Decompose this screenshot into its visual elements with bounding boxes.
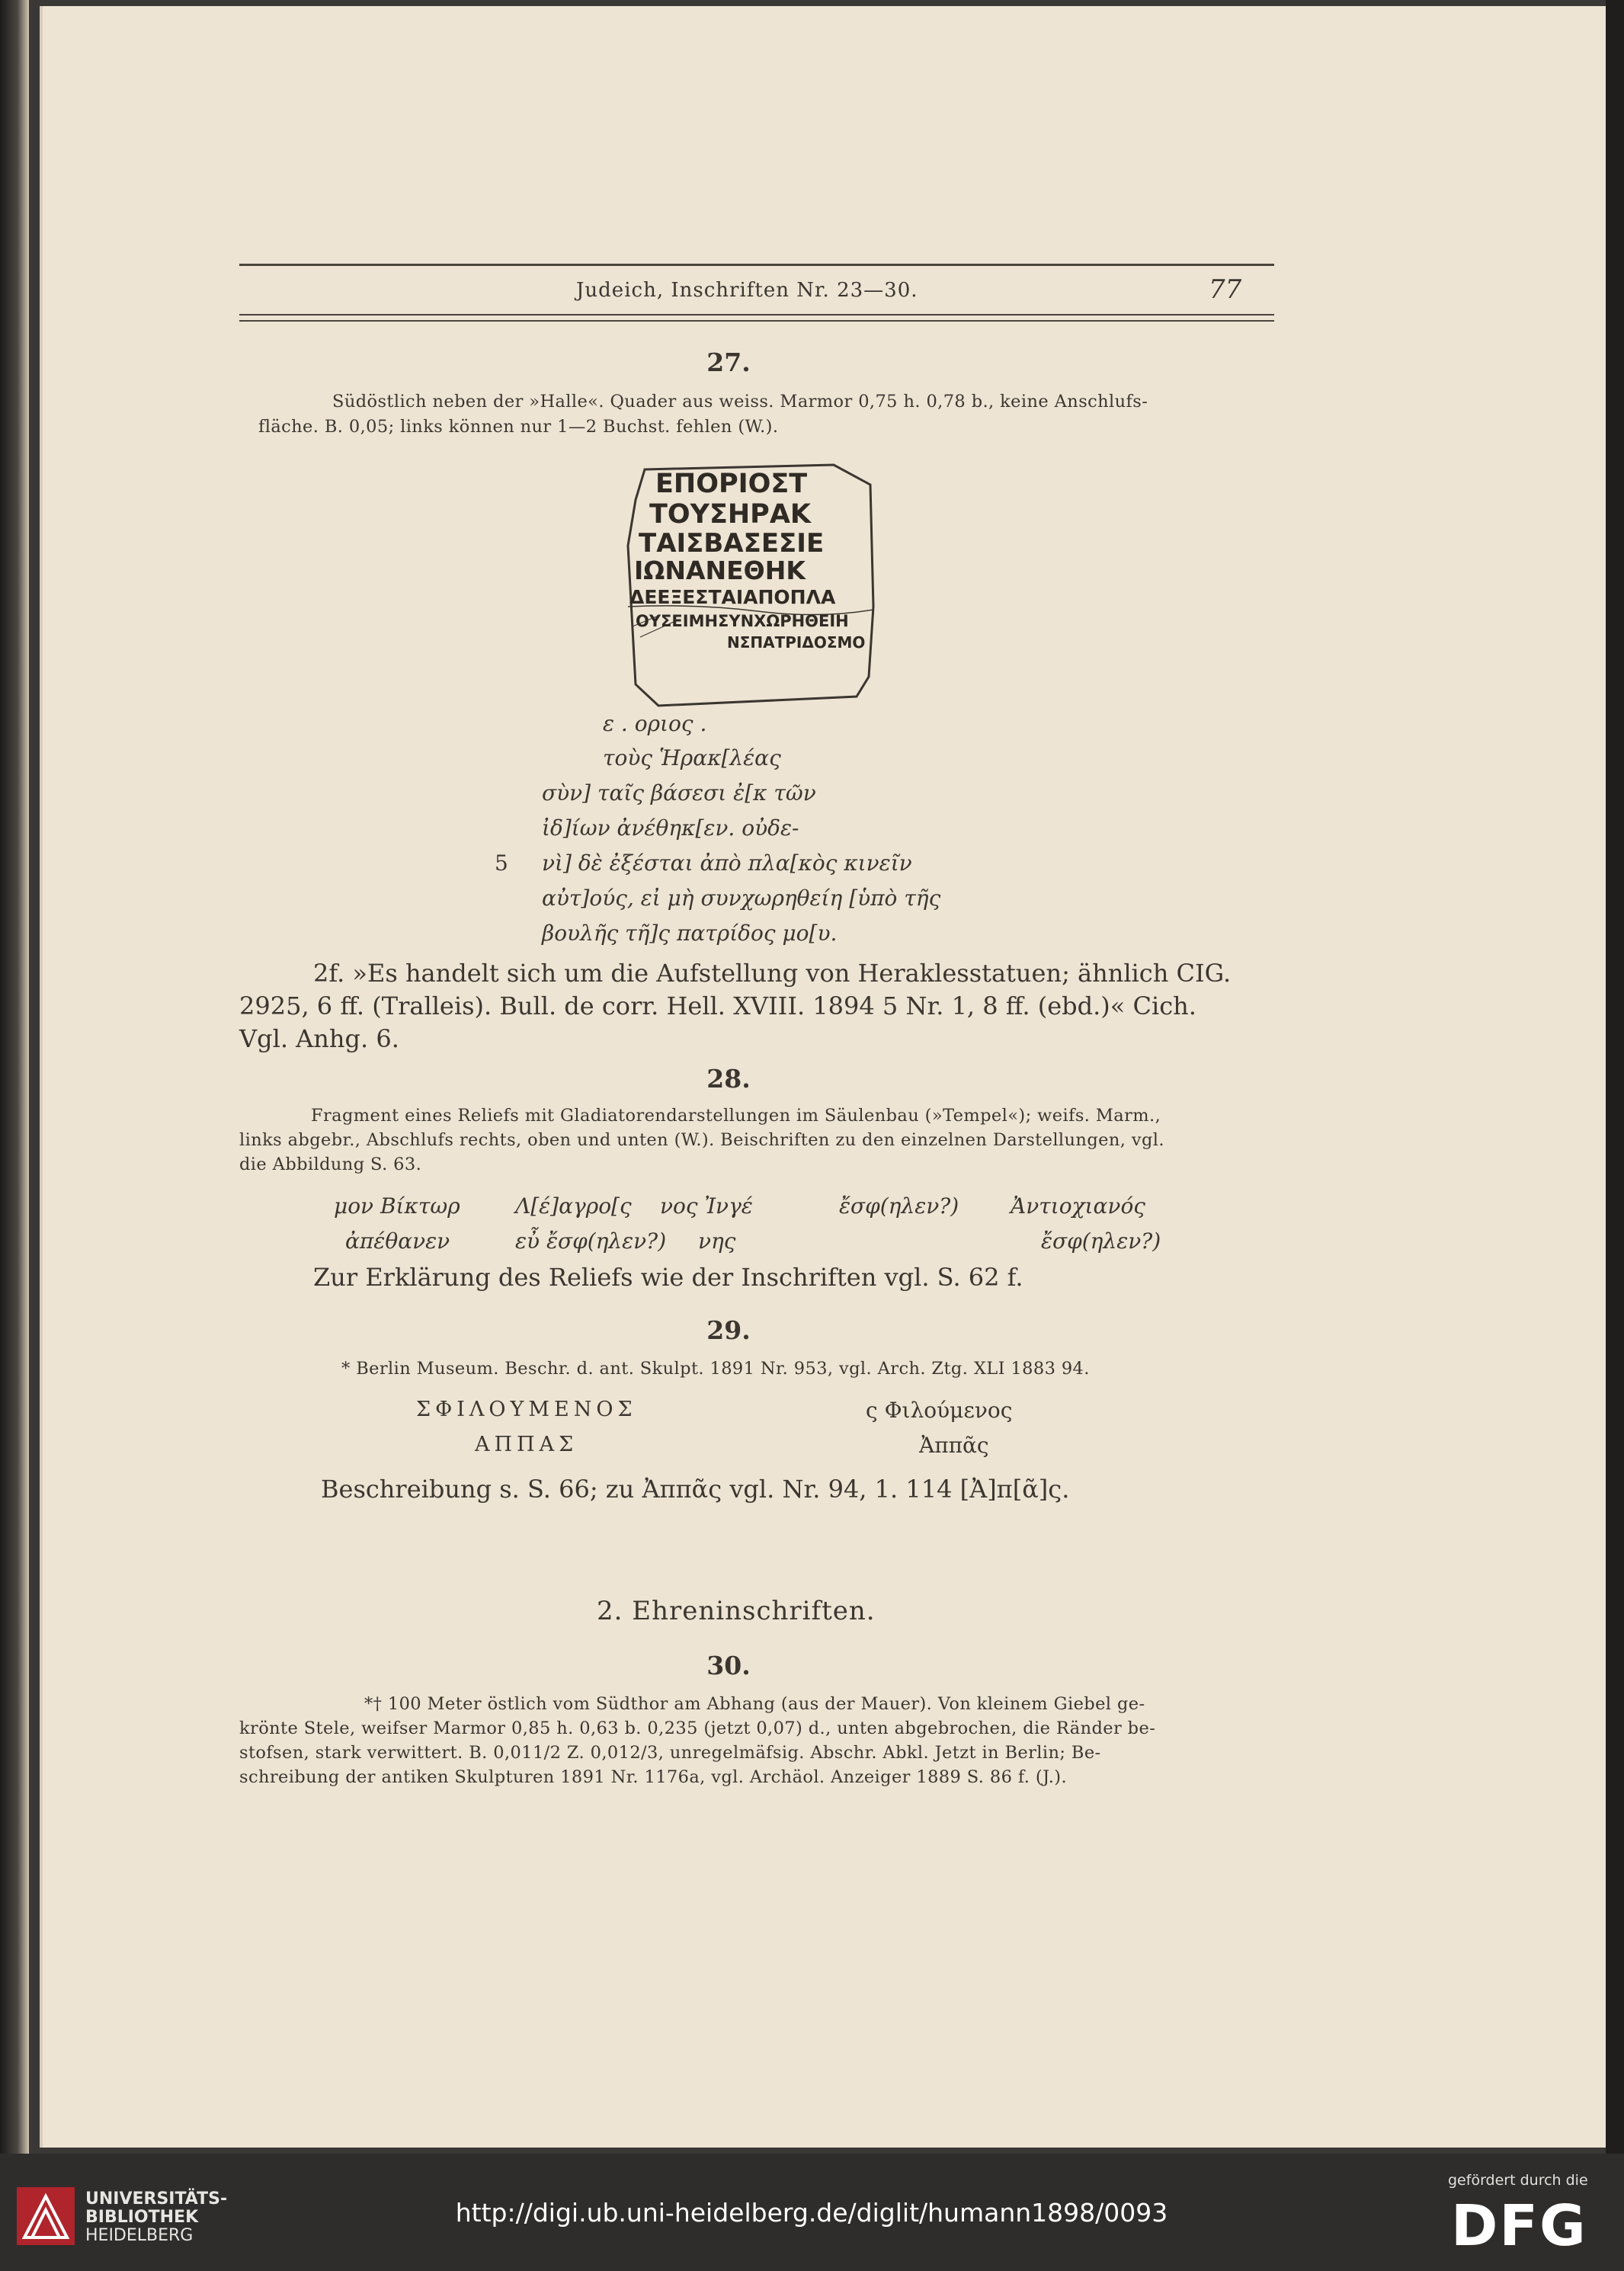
entry-27-number: 27.: [706, 348, 751, 377]
caption-row-1-col-3: νος Ἰνγέ: [660, 1193, 753, 1219]
entry-28-number: 28.: [706, 1064, 751, 1094]
university-library-logo-icon: [17, 2187, 75, 2245]
caption-row-1-col-4: ἔσφ(ηλεν?): [839, 1193, 959, 1219]
caption-row-1-col-2: Λ[έ]αγρο[ς: [515, 1193, 632, 1219]
entry-29-inscription-caps-line-2: ΑΠΠΑΣ: [475, 1433, 578, 1456]
book-gutter-shadow: [0, 0, 29, 2154]
transcription-line-5: νὶ] δὲ ἐξέσται ἀπὸ πλα[κὸς κινεῖν: [542, 850, 912, 876]
entry-27-comment-line-2: 2925, 6 ff. (Tralleis). Bull. de corr. Hell. XVIII. 1894 5 Nr. 1, 8 ff. (ebd.)« Cich.: [239, 991, 1196, 1020]
entry-29-number: 29.: [706, 1315, 751, 1345]
line-number-5: 5: [495, 850, 508, 876]
caption-row-2-col-2: εὖ ἔσφ(ηλεν?): [515, 1228, 667, 1254]
header-rule-top: [239, 264, 1274, 266]
entry-30-description-line-1: *† 100 Meter östlich vom Südthor am Abhang (aus der Mauer). Von kleinem Giebel ge-: [364, 1694, 1145, 1714]
section-heading: 2. Ehreninschriften.: [597, 1596, 876, 1626]
page-number: 77: [1209, 274, 1242, 305]
viewer-footer: [0, 2154, 1624, 2271]
book-page: [40, 6, 1610, 2148]
entry-27-description-line-1: Südöstlich neben der »Halle«. Quader aus weiss. Marmor 0,75 h. 0,78 b., keine Anschlufs-: [332, 392, 1148, 412]
entry-27-comment-line-3: Vgl. Anhg. 6.: [239, 1024, 399, 1053]
entry-29-description: * Berlin Museum. Beschr. d. ant. Skulpt. 1891 Nr. 953, vgl. Arch. Ztg. XLI 1883 94.: [341, 1359, 1090, 1379]
entry-28-description-line-1: Fragment eines Reliefs mit Gladiatorendarstellungen im Säulenbau (»Tempel«); weifs. Marm.,: [311, 1106, 1161, 1126]
running-header: Judeich, Inschriften Nr. 23—30.: [576, 279, 918, 302]
inscription-line-2: ΤΟΥΣΗΡΑΚ: [649, 499, 812, 530]
inscription-line-3: ΤΑΙΣΒΑΣΕΣΙΕ: [639, 528, 825, 559]
inscription-stone-drawing: [605, 454, 910, 729]
caption-row-1-col-1: μον Βίκτωρ: [334, 1193, 460, 1219]
caption-row-2-col-4: ἔσφ(ηλεν?): [1041, 1228, 1161, 1254]
transcription-line-6: αὐτ]ούς, εἰ μὴ συνχωρηθείη [ὑπὸ τῆς: [542, 886, 941, 911]
entry-27-description-line-2: fläche. B. 0,05; links können nur 1—2 Buchst. fehlen (W.).: [258, 417, 779, 437]
inscription-line-6: ΟΥΣΕΙΜΗΣΥΝΧΩΡΗΘΕΙΗ: [636, 612, 849, 630]
entry-28-comment: Zur Erklärung des Reliefs wie der Inschriften vgl. S. 62 f.: [313, 1263, 1023, 1292]
entry-30-description-line-2: krönte Stele, weifser Marmor 0,85 h. 0,63 b. 0,235 (jetzt 0,07) d., unten abgebrochen, die Ränder be-: [239, 1718, 1156, 1738]
library-name-line-2: BIBLIOTHEK: [85, 2208, 199, 2227]
transcription-line-4: ἰδ]ίων ἀνέθηκ[εν. οὐδε-: [542, 815, 799, 841]
transcription-line-3: σὺν] ταῖς βάσεσι ἐ[κ τῶν: [542, 780, 816, 806]
caption-row-1-col-5: Ἀντιοχιανός: [1011, 1193, 1145, 1219]
inscription-line-1: ΕΠΟΡΙΟΣΤ: [655, 469, 808, 499]
entry-28-description-line-3: die Abbildung S. 63.: [239, 1155, 422, 1174]
inscription-line-5: ΔΕΕΞΕΣΤΑΙΑΠΟΠΛΑ: [629, 586, 836, 608]
header-rule-bottom-2: [239, 320, 1274, 322]
caption-row-2-col-1: ἀπέθανεν: [345, 1228, 450, 1254]
caption-row-2-col-3: νης: [698, 1228, 736, 1254]
transcription-line-1: ε . οριος .: [603, 711, 707, 736]
entry-29-greek-line-2: Ἀππᾶς: [919, 1433, 989, 1458]
entry-29-greek-line-1: ς Φιλούμενος: [866, 1398, 1013, 1423]
permalink-url[interactable]: http://digi.ub.uni-heidelberg.de/diglit/humann1898/0093: [455, 2198, 1168, 2228]
entry-27-comment-line-1: 2f. »Es handelt sich um die Aufstellung von Heraklesstatuen; ähnlich CIG.: [313, 959, 1232, 988]
scan-right-edge: [1606, 0, 1624, 2154]
entry-29-inscription-caps-line-1: ΣΦΙΛΟΥΜΕΝΟΣ: [416, 1398, 637, 1421]
entry-28-description-line-2: links abgebr., Abschlufs rechts, oben und unten (W.). Beischriften zu den einzelnen Darstellungen, vgl.: [239, 1130, 1164, 1150]
inscription-line-4: ΙΩΝΑΝΕΘΗΚ: [634, 556, 806, 585]
library-name-line-1: UNIVERSITÄTS-: [85, 2189, 228, 2209]
dfg-logo: DFG: [1451, 2193, 1587, 2259]
entry-30-number: 30.: [706, 1651, 751, 1680]
entry-30-description-line-3: stofsen, stark verwittert. B. 0,011/2 Z. 0,012/3, unregelmäfsig. Abschr. Abkl. Jetzt in Berlin; Be-: [239, 1743, 1101, 1763]
funded-by-note: gefördert durch die: [1448, 2172, 1588, 2189]
transcription-line-2: τοὺς Ἡρακ[λέας: [603, 745, 781, 770]
entry-29-comment: Beschreibung s. S. 66; zu Ἀππᾶς vgl. Nr. 94, 1. 114 [Ἀ]π[ᾶ]ς.: [321, 1475, 1070, 1504]
transcription-line-7: βουλῆς τῆ]ς πατρίδος μο[υ.: [542, 921, 838, 946]
entry-30-description-line-4: schreibung der antiken Skulpturen 1891 Nr. 1176a, vgl. Archäol. Anzeiger 1889 S. 86 f. (J.).: [239, 1767, 1068, 1787]
library-name-line-3: HEIDELBERG: [85, 2226, 194, 2245]
inscription-line-7: ΝΣΠΑΤΡΙΔΟΣΜΟ: [727, 633, 866, 652]
header-rule-bottom-1: [239, 314, 1274, 316]
